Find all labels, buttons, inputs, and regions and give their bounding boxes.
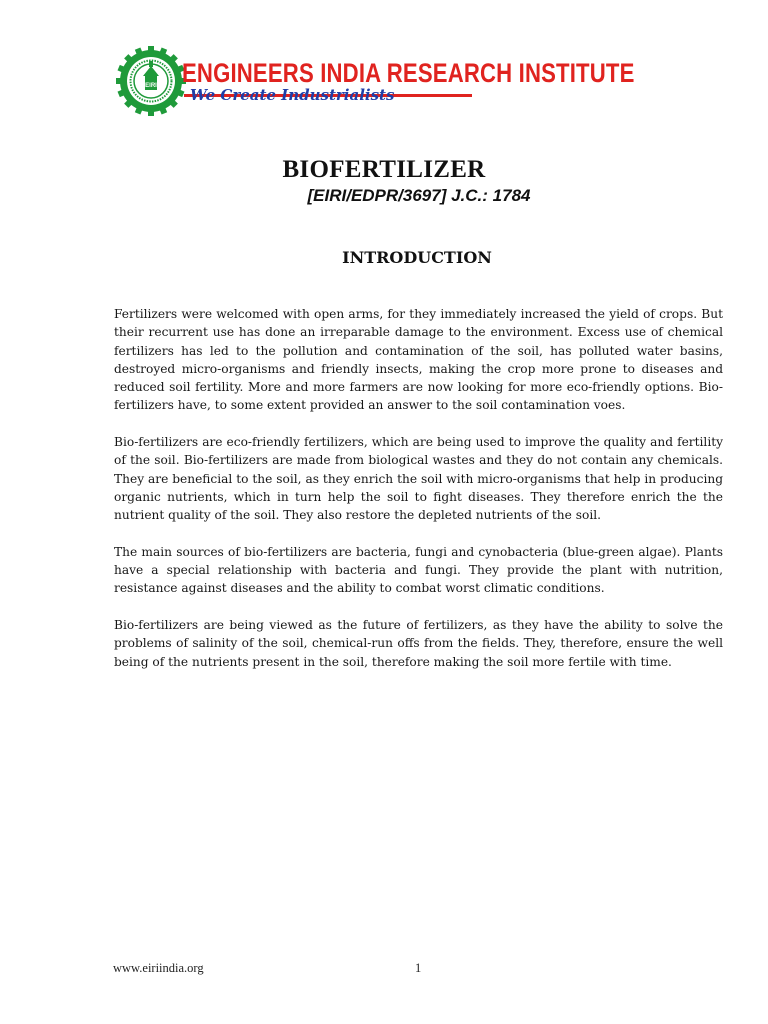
logo-tagline: We Create Industrialists	[190, 86, 395, 104]
section-heading: INTRODUCTION	[342, 248, 492, 267]
paragraph: Bio-fertilizers are being viewed as the future of fertilizers, as they have the ability to solve the problems of salinity of the soil, chemical-run offs from the fields. They, therefore, ensure the well being of the nutrients present in the soil, therefore making the soil more fertile with time.	[114, 618, 723, 669]
eiri-logo	[116, 46, 635, 120]
document-code: [EIRI/EDPR/3697] J.C.: 1784	[307, 186, 531, 205]
paragraph: The main sources of bio-fertilizers are bacteria, fungi and cynobacteria (blue-green algae). Plants have a special relationship with bacteria and fungi. They provide the plant with nutrition, resistance against diseases and the ability to combat worst climatic conditions.	[114, 544, 723, 596]
footer-url: www.eiriindia.org	[113, 961, 204, 975]
logo-title: ENGINEERS INDIA RESEARCH INSTITUTE	[182, 58, 635, 88]
page-number: 1	[415, 961, 422, 975]
svg-text:EIRI: EIRI	[145, 83, 157, 89]
eiri-seal-icon	[116, 46, 186, 116]
paragraph: Fertilizers were welcomed with open arms, for they immediately increased the yield of crops. But their recurrent use has done an irreparable damage to the environment. Excess use of chemical fertilizers has led to the pollution and contamination of the soil, has polluted water basins, destroyed micro-organisms and friendly insects, making the crop more prone to diseases and reduced soil fertility. More and more farmers are now looking for more eco-friendly options. Bio-fertilizers have, to some extent provided an answer to the soil contamination voes.	[114, 307, 723, 413]
paragraph: Bio-fertilizers are eco-friendly fertilizers, which are being used to improve the quality and fertility of the soil. Bio-fertilizers are made from biological wastes and they do not contain any chemicals. They are beneficial to the soil, as they enrich the soil with micro-organisms that help in producing organic nutrients, which in turn help the soil to fight diseases. They therefore enrich the the nutrient quality of the soil. They also restore the depleted nutrients of the soil.	[114, 435, 723, 523]
document-title: BIOFERTILIZER	[282, 156, 486, 183]
body-text	[114, 305, 723, 689]
